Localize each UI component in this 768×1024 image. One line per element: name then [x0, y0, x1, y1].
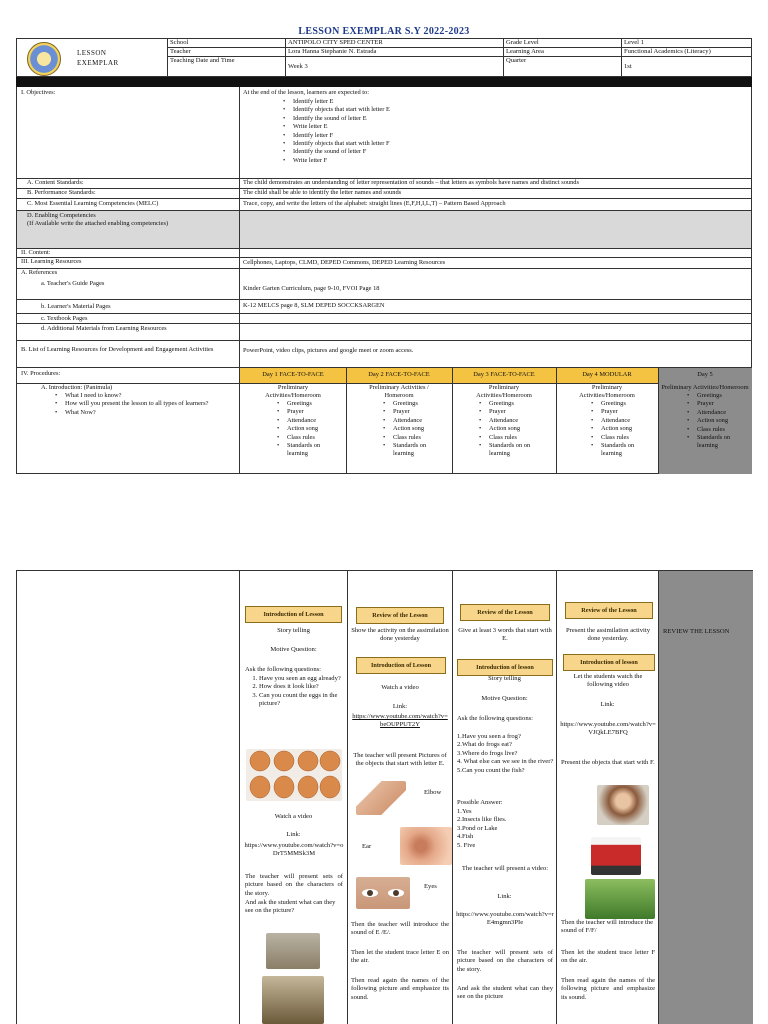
- content-label: II. Content:: [21, 249, 51, 256]
- list-item: • Class rules: [277, 434, 327, 442]
- fire-truck-picture: [591, 837, 641, 875]
- sound-text: Then the teacher will introduce the sound of E /E/.: [351, 921, 449, 937]
- list-item: 2.Insects like flies.: [457, 816, 507, 824]
- day3-answers: [457, 808, 555, 850]
- list-item: • Standards on learning: [383, 442, 433, 459]
- farmer-picture: [585, 879, 655, 919]
- prelim-title: Preliminary Activities/Homeroom: [579, 384, 635, 399]
- objectives-intro: At the end of the lesson, learners are expected to:: [243, 89, 369, 96]
- intro-bullets: [55, 392, 233, 417]
- list-item: 2. How does it look like?: [259, 683, 357, 691]
- school-seal-logo: [27, 42, 61, 76]
- list-item: • Action song: [591, 425, 641, 433]
- enabling-row-bg: [17, 211, 751, 248]
- review-text: Give at least 3 words that start with E.: [458, 627, 552, 643]
- lesson-plan-table: [16, 87, 752, 474]
- day2-column: [348, 571, 452, 1024]
- link-label: Link:: [497, 893, 512, 900]
- melc-value: Trace, copy, and write the letters of the alphabet: straight lines (E,F,H,I,L,T) – Pattern Based Approach: [243, 200, 506, 207]
- list-item: • What I need to know?: [55, 392, 233, 400]
- day1-questions: [245, 675, 357, 709]
- list-item: 2.What do frogs eat?: [457, 741, 512, 749]
- list-item: • Identify the sound of letter F: [283, 148, 390, 156]
- list-item: • Attendance: [479, 417, 547, 425]
- list-item: • What Now?: [55, 409, 233, 417]
- melc-label: C. Most Essential Learning Competencies (MELC): [27, 200, 159, 207]
- intro-lesson-tag: Introduction of lesson: [563, 654, 655, 671]
- elbow-label: Elbow: [424, 789, 442, 796]
- video-link[interactable]: https://www.youtube.com/watch?v=beOUPPUT2Y: [352, 713, 448, 729]
- story-telling: Story telling: [277, 627, 310, 634]
- list-item: 3.Pond or Lake: [457, 824, 498, 832]
- possible-answer: Possible Answer:: [457, 799, 503, 806]
- list-item: • Class rules: [383, 434, 433, 442]
- list-item: • Attendance: [591, 417, 641, 425]
- list-item: • Identify letter F: [283, 132, 390, 140]
- review-text: Show the activity on the assimilation done yesterday: [351, 627, 449, 643]
- list-item: • Prayer: [277, 408, 327, 416]
- header-table: [16, 38, 752, 77]
- objectives-list: [283, 98, 390, 165]
- sound-text: Then the teacher will introduce the sound of F/F/: [561, 919, 654, 935]
- list-item: 1.Yes: [457, 808, 472, 815]
- prelim-title: Preliminary Activities / Homeroom: [369, 384, 429, 399]
- procedure-continuation-table: [16, 570, 753, 1024]
- motive-question: Motive Question:: [270, 646, 317, 653]
- review-lesson-tag: Review of the Lesson: [356, 607, 444, 624]
- ostrich-picture: [266, 933, 320, 969]
- review-the-lesson: REVIEW THE LESSON: [663, 628, 730, 635]
- day3-column: [453, 571, 556, 1024]
- document-title: LESSON EXEMPLAR S.Y 2022-2023: [298, 26, 470, 37]
- prelim-title: Preliminary Activities/Homeroom: [265, 384, 321, 399]
- objectives-label: I. Objectives:: [21, 89, 56, 96]
- trace-text: Then let the student trace letter E on the air.: [351, 949, 449, 965]
- list-item: • Action song: [479, 425, 547, 433]
- list-item: 4.Fish: [457, 833, 474, 841]
- list-item: • Identify objects that start with letter E: [283, 106, 390, 114]
- video-link[interactable]: https://www.youtube.com/watch?v=VJQkLE7BFQ: [560, 721, 656, 737]
- eagle-picture: [262, 976, 324, 1024]
- prelim-title: Preliminary Activities/Homeroom: [661, 384, 749, 391]
- eggs-picture: [246, 749, 342, 801]
- watch-video: Watch a video: [274, 813, 313, 820]
- logo-label: LESSON EXEMPLAR: [77, 49, 119, 67]
- list-item: 4. What else can we see in the river?: [457, 758, 554, 766]
- intro-lesson-tag: Introduction of Lesson: [356, 657, 446, 674]
- day1-column: [240, 571, 347, 1024]
- watch-video: Watch a video: [381, 684, 419, 691]
- list-item: • Action song: [687, 417, 737, 425]
- list-item: • Class rules: [479, 434, 547, 442]
- list-item: • Attendance: [687, 409, 737, 417]
- list-item: • Identify letter E: [283, 98, 390, 106]
- list-item: • Class rules: [591, 434, 641, 442]
- list-item: • Greetings: [479, 400, 547, 408]
- procedures-label: IV. Procedures:: [21, 370, 61, 377]
- ask-student: And ask the student what can they see on the picture?: [245, 899, 336, 915]
- date-label: Teaching Date and Time: [170, 57, 235, 64]
- ask-questions: Ask the following questions:: [457, 715, 534, 722]
- read-text: Then read again the names of the following picture and emphasize its sound.: [561, 977, 655, 1001]
- teacher-value: Lora Hanna Stephanie N. Estrada: [288, 48, 377, 55]
- list-item: • Greetings: [591, 400, 641, 408]
- performance-standards-value: The child shall be able to identify the letter names and sounds: [243, 189, 402, 196]
- intro-lesson-tag: Introduction of Lesson: [245, 606, 342, 623]
- learning-resources-label: III. Learning Resources: [21, 258, 82, 265]
- day-header: Day 5: [697, 371, 713, 378]
- review-text: Present the assimilation activity done yesterday.: [565, 627, 651, 643]
- list-item: 5. Five: [457, 841, 476, 849]
- link-label: Link:: [392, 703, 408, 710]
- day-header: Day 2 FACE-TO-FACE: [368, 371, 430, 378]
- list-item: • How will you present the lesson to all types of learners?: [55, 400, 233, 408]
- divider-bar: [16, 77, 752, 87]
- prelim-day5: [658, 384, 752, 451]
- learning-area-value: Functional Academics (Literacy): [624, 48, 711, 55]
- material-value: K-12 MELCS page 8, SLM DEPED SOCCKSARGEN: [243, 302, 385, 309]
- grade-level-value: Level 1: [624, 39, 644, 46]
- guide-label: a. Teacher's Guide Pages: [41, 280, 105, 287]
- additional-label: d. Additional Materials from Learning Resources: [41, 325, 167, 332]
- date-value: Week 3: [288, 63, 308, 70]
- quarter-label: Quarter: [506, 57, 527, 64]
- teacher-label: Teacher: [170, 48, 191, 55]
- guide-value: Kinder Garten Curriculum, page 9-10, FVOI Page 18: [243, 285, 380, 292]
- list-item: • Prayer: [479, 408, 547, 416]
- link-label: Link:: [600, 701, 615, 708]
- present-text: The teacher will present Pictures of the objects that start with letter E.: [353, 752, 447, 768]
- intro-lesson-tag: Introduction of lesson: [457, 659, 553, 676]
- list-resources-label: B. List of Learning Resources for Development and Engagement Activities: [21, 346, 214, 353]
- enabling-sub: (If Available write the attached enabling competencies): [27, 220, 169, 227]
- trace-text: Then let the student trace letter F on the air.: [561, 949, 655, 965]
- enabling-label: D. Enabling Competencies: [27, 212, 96, 219]
- school-label: School: [170, 39, 189, 46]
- prelim-day4: [556, 384, 658, 459]
- list-item: • Greetings: [383, 400, 433, 408]
- list-item: • Standards on on learning: [479, 442, 547, 459]
- video-link[interactable]: https://www.youtube.com/watch?v=rE4mgmn3PIe: [456, 911, 554, 927]
- ear-label: Ear: [362, 843, 372, 850]
- list-item: • Class rules: [687, 426, 737, 434]
- list-item: • Standards on learning: [591, 442, 641, 459]
- introduction-label: A. Introduction: (Panimula): [41, 384, 113, 391]
- video-link[interactable]: https://www.youtube.com/watch?v=oDrT5MMSk3M: [244, 842, 344, 858]
- ask-questions: Ask the following questions:: [245, 666, 322, 673]
- story-telling: Story telling: [488, 675, 521, 682]
- list-item: • Prayer: [591, 408, 641, 416]
- present-text: The teacher will present sets of picture based on the characters of the story.: [245, 873, 343, 897]
- eyes-picture: [356, 877, 410, 909]
- list-item: • Greetings: [277, 400, 327, 408]
- list-item: • Identify objects that start with letter F: [283, 140, 390, 148]
- learning-resources-value: Cellphones, Laptops, CLMD, DEPED Commons, DEPED Learning Resources: [243, 259, 446, 266]
- day-header: Day 1 FACE-TO-FACE: [262, 371, 324, 378]
- list-item: • Write letter F: [283, 157, 390, 165]
- list-item: • Attendance: [277, 417, 327, 425]
- ask-student: And ask the student what can they see on the picture: [457, 985, 553, 1001]
- day3-questions: [457, 733, 555, 775]
- list-item: • Write letter E: [283, 123, 390, 131]
- quarter-value: 1st: [624, 63, 632, 70]
- grade-level-label: Grade Level: [506, 39, 539, 46]
- list-item: • Prayer: [383, 408, 433, 416]
- day-header: Day 3 FACE-TO-FACE: [473, 371, 535, 378]
- list-item: 3. Can you count the eggs in the picture?: [259, 692, 357, 709]
- references-label: A. References: [21, 269, 58, 276]
- learning-area-label: Learning Area: [506, 48, 544, 55]
- eyes-label: Eyes: [424, 883, 437, 890]
- list-item: • Action song: [277, 425, 327, 433]
- review-lesson-tag: Review of the Lesson: [460, 604, 550, 621]
- list-item: 1. Have you seen an egg already?: [259, 675, 357, 683]
- review-lesson-tag: Review of the Lesson: [565, 602, 653, 619]
- list-item: • Prayer: [687, 400, 737, 408]
- prelim-day1: [240, 384, 346, 459]
- content-standards-label: A. Content Standards:: [27, 179, 84, 186]
- prelim-day3: [452, 384, 556, 459]
- prelim-day2: [346, 384, 452, 459]
- list-item: 5.Can you count the fish?: [457, 766, 525, 774]
- list-item: • Standards on learning: [277, 442, 327, 459]
- performance-standards-label: B. Performance Standards:: [27, 189, 96, 196]
- material-label: b. Learner's Material Pages: [41, 303, 111, 310]
- list-item: • Greetings: [687, 392, 737, 400]
- ear-picture: [400, 827, 452, 865]
- day-header: Day 4 MODULAR: [582, 371, 632, 378]
- list-item: • Standards on learning: [687, 434, 737, 451]
- present-text: Present the objects that start with F.: [561, 759, 655, 766]
- watch-video: Let the students watch the following video: [573, 673, 643, 689]
- read-text: Then read again the names of the following picture and emphasize its sound.: [351, 977, 449, 1001]
- link-label: Link:: [286, 831, 301, 838]
- list-item: • Attendance: [383, 417, 433, 425]
- present-text: The teacher will present sets of picture based on the characters of the story.: [457, 949, 553, 973]
- family-picture: [597, 785, 649, 825]
- school-value: ANTIPOLO CITY SPED CENTER: [288, 39, 383, 46]
- day4-column: [557, 571, 658, 1024]
- list-item: 3.Where do frogs live?: [457, 749, 518, 757]
- textbook-label: c. Textbook Pages: [41, 315, 88, 322]
- list-item: • Action song: [383, 425, 433, 433]
- present-video-text: The teacher will present a video:: [461, 865, 549, 872]
- motive-question: Motive Question:: [481, 695, 528, 702]
- content-standards-value: The child demonstrates an understanding of letter representation of sounds – that letters as symbols have names and distinct sounds: [243, 179, 579, 186]
- list-resources-value: PowerPoint, video clips, pictures and google meet or zoom access.: [243, 347, 414, 354]
- arm-picture: [356, 781, 406, 815]
- list-item: 1.Have you seen a frog?: [457, 733, 521, 740]
- prelim-title: Preliminary Activities/Homeroom: [476, 384, 532, 399]
- list-item: • Identify the sound of letter E: [283, 115, 390, 123]
